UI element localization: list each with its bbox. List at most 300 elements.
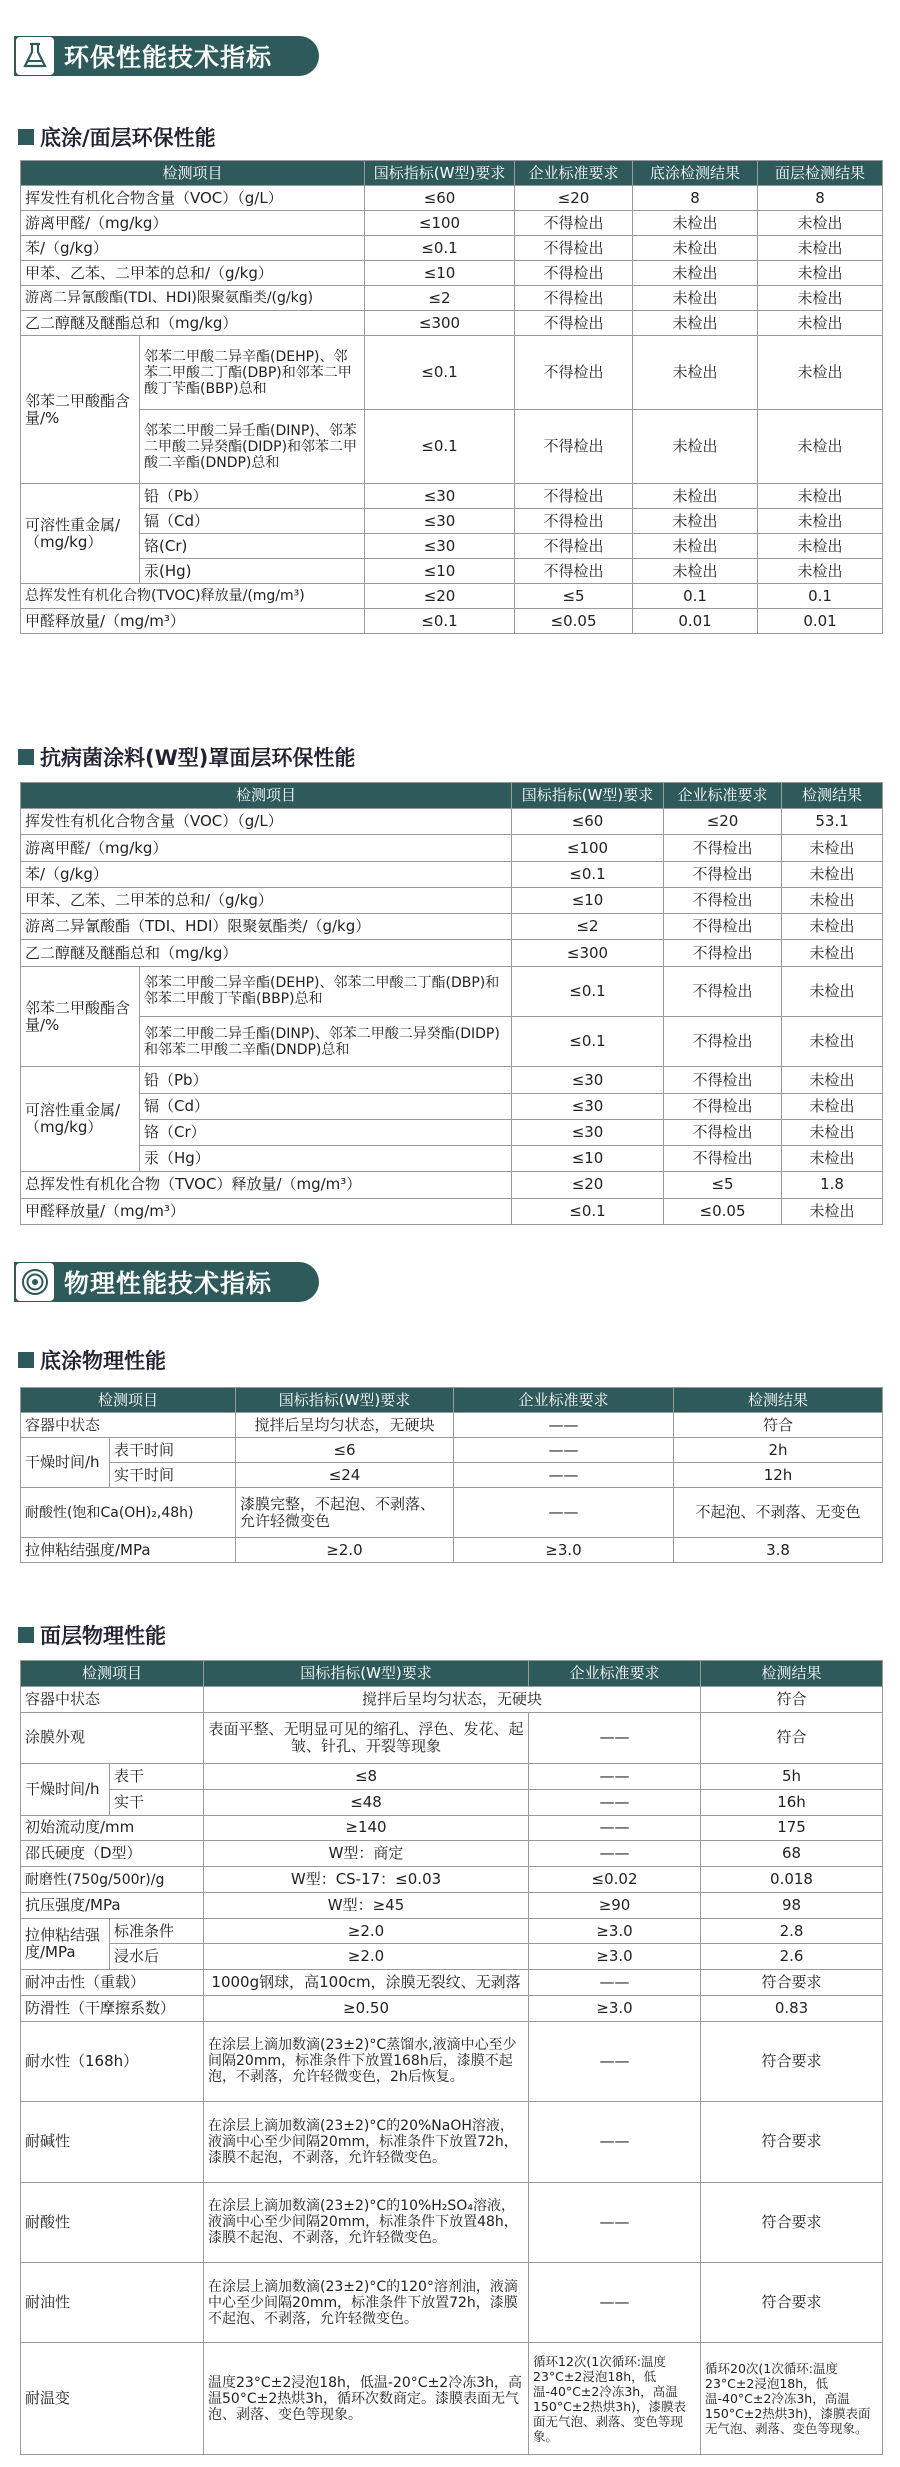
cell: 0.01 (633, 609, 758, 634)
cell: 搅拌后呈均匀状态，无硬块 (236, 1413, 454, 1438)
cell: —— (529, 1712, 701, 1764)
table-row (21, 1413, 883, 1438)
cell: 未检出 (633, 211, 758, 236)
table-row (21, 1017, 883, 1067)
cell: —— (529, 1970, 701, 1996)
cell: 不得检出 (664, 1146, 782, 1172)
primer-phys-table (20, 1387, 883, 1563)
cell: 未检出 (758, 236, 883, 261)
antivirus-env-title (18, 742, 355, 772)
cell: 未检出 (633, 509, 758, 534)
cell: 不得检出 (515, 336, 633, 410)
table-row (21, 1995, 883, 2021)
cell: ≤8 (204, 1764, 529, 1790)
cell: 涂膜外观 (21, 1712, 204, 1764)
cell: ≤0.1 (512, 861, 664, 887)
cell: 初始流动度/mm (21, 1815, 204, 1841)
cell: ≤20 (515, 186, 633, 211)
cell: ≤0.1 (512, 1017, 664, 1067)
cell: 不得检出 (515, 410, 633, 484)
env-section-title: 环保性能技术指标 (64, 43, 273, 72)
table-row (21, 1918, 883, 1944)
cell: 表干时间 (110, 1438, 236, 1463)
cell: ≤2 (512, 914, 664, 940)
concentric-circles-icon (16, 1263, 54, 1301)
cell: 拉伸粘结强度/MPa (21, 1918, 110, 1970)
cell: 未检出 (758, 534, 883, 559)
cell: 搅拌后呈均匀状态，无硬块 (204, 1686, 701, 1712)
table-row (21, 1438, 883, 1463)
cell: 不得检出 (515, 261, 633, 286)
cell: 0.018 (701, 1867, 883, 1893)
cell: —— (454, 1488, 674, 1538)
table-row (21, 484, 883, 509)
cell: 甲醛释放量/（mg/m³） (21, 609, 365, 634)
cell: 耐酸性 (21, 2182, 204, 2262)
cell: 未检出 (782, 1093, 883, 1119)
cell: 符合 (674, 1413, 883, 1438)
cell: 挥发性有机化合物含量（VOC）（g/L） (21, 186, 365, 211)
cell: 符合要求 (701, 1970, 883, 1996)
square-bullet-icon (18, 749, 34, 765)
cell: 未检出 (758, 410, 883, 484)
cell: 不得检出 (664, 1119, 782, 1145)
cell: 耐油性 (21, 2263, 204, 2343)
cell: 邻苯二甲酸酯含量/% (21, 966, 140, 1067)
cell: 符合要求 (701, 2263, 883, 2343)
cell: 镉（Cd） (140, 1093, 512, 1119)
cell: 未检出 (782, 835, 883, 861)
cell: —— (529, 2021, 701, 2101)
cell: ≤300 (512, 940, 664, 966)
cell: 未检出 (633, 336, 758, 410)
table-row (21, 1146, 883, 1172)
cell: ≤0.1 (365, 336, 515, 410)
table-row (21, 2102, 883, 2182)
header-result: 检测结果 (701, 1661, 883, 1687)
primer-phys-title (18, 1345, 166, 1375)
cell: 不得检出 (664, 861, 782, 887)
cell: ≤48 (204, 1789, 529, 1815)
cell: 游离二异氰酸酯（TDI、HDI）限聚氨酯类/（g/kg） (21, 914, 512, 940)
cell: 乙二醇醚及醚酯总和（mg/kg） (21, 940, 512, 966)
cell: ≥2.0 (236, 1538, 454, 1563)
cell: 5h (701, 1764, 883, 1790)
table-row (21, 887, 883, 913)
header-national: 国标指标(W型)要求 (512, 783, 664, 809)
header-national: 国标指标(W型)要求 (236, 1388, 454, 1413)
table-row (21, 1067, 883, 1093)
table-row (21, 410, 883, 484)
table-row (21, 1119, 883, 1145)
square-bullet-icon (18, 1627, 34, 1643)
table-row (21, 1463, 883, 1488)
table-row (21, 914, 883, 940)
cell: 邻苯二甲酸二异辛酯(DEHP)、邻苯二甲酸二丁酯(DBP)和邻苯二甲酸丁苄酯(BBP)总和 (140, 966, 512, 1016)
header-result: 检测结果 (674, 1388, 883, 1413)
cell: 乙二醇醚及醚酯总和（mg/kg） (21, 311, 365, 336)
cell: 不得检出 (664, 914, 782, 940)
cell: 未检出 (782, 1119, 883, 1145)
header-item: 检测项目 (21, 161, 365, 186)
cell: 铬（Cr） (140, 1119, 512, 1145)
cell: 不得检出 (515, 484, 633, 509)
table-row (21, 1841, 883, 1867)
cell: 未检出 (782, 1017, 883, 1067)
table-row (21, 509, 883, 534)
cell: 循环20次(1次循环:温度23°C±2浸泡18h，低温-40°C±2冷冻3h，高温150°C±2热烘3h)，漆膜表面无气泡、剥落、变色等现象。 (701, 2343, 883, 2455)
table-row (21, 940, 883, 966)
cell: 0.1 (758, 584, 883, 609)
cell: 耐水性（168h） (21, 2021, 204, 2101)
cell: 容器中状态 (21, 1413, 236, 1438)
header-result: 检测结果 (782, 783, 883, 809)
cell: 不得检出 (515, 509, 633, 534)
square-bullet-icon (18, 1352, 34, 1368)
cell: 不得检出 (515, 559, 633, 584)
table-row (21, 2263, 883, 2343)
cell: 175 (701, 1815, 883, 1841)
cell: 3.8 (674, 1538, 883, 1563)
cell: ≤10 (512, 887, 664, 913)
table-row (21, 186, 883, 211)
cell: 干燥时间/h (21, 1438, 110, 1488)
cell: ≥3.0 (454, 1538, 674, 1563)
cell: 甲醛释放量/（mg/m³） (21, 1198, 512, 1224)
cell: ≥3.0 (529, 1995, 701, 2021)
header-item: 检测项目 (21, 1661, 204, 1687)
cell: 8 (758, 186, 883, 211)
cell: 可溶性重金属/（mg/kg） (21, 484, 140, 584)
table-row (21, 1892, 883, 1918)
table-row (21, 211, 883, 236)
table-row (21, 1686, 883, 1712)
cell: W型：≥45 (204, 1892, 529, 1918)
table-row (21, 1867, 883, 1893)
header-national: 国标指标(W型)要求 (365, 161, 515, 186)
cell: 苯/（g/kg） (21, 236, 365, 261)
flask-icon (16, 37, 54, 75)
cell: 干燥时间/h (21, 1764, 110, 1816)
cell: ≥2.0 (204, 1944, 529, 1970)
cell: 不得检出 (664, 835, 782, 861)
phys-section-title: 物理性能技术指标 (64, 1269, 273, 1298)
cell: —— (529, 1815, 701, 1841)
cell: 符合要求 (701, 2182, 883, 2262)
cell: 0.83 (701, 1995, 883, 2021)
cell: 不得检出 (515, 286, 633, 311)
cell: 在涂层上滴加数滴(23±2)°C的120°溶剂油，液滴中心至少间隔20mm，标准条件下放置72h，漆膜不起泡、不剥落，允许轻微变色。 (204, 2263, 529, 2343)
cell: 未检出 (633, 410, 758, 484)
cell: 铬(Cr) (140, 534, 365, 559)
cell: ≤60 (365, 186, 515, 211)
cell: ≤0.1 (365, 410, 515, 484)
table-row (21, 261, 883, 286)
cell: 不得检出 (664, 966, 782, 1016)
cell: 未检出 (782, 1198, 883, 1224)
cell: 未检出 (758, 336, 883, 410)
cell: 汞(Hg) (140, 559, 365, 584)
table-row (21, 534, 883, 559)
cell: 表面平整、无明显可见的缩孔、浮色、发花、起皱、针孔、开裂等现象 (204, 1712, 529, 1764)
cell: ≤0.1 (512, 1198, 664, 1224)
cell: ≤20 (365, 584, 515, 609)
table-row (21, 1538, 883, 1563)
table-row (21, 1488, 883, 1538)
cell: 苯/（g/kg） (21, 861, 512, 887)
header-enterprise: 企业标准要求 (454, 1388, 674, 1413)
table-row (21, 835, 883, 861)
env-section-banner (14, 36, 319, 76)
cell: 未检出 (633, 534, 758, 559)
cell: ≤0.1 (365, 236, 515, 261)
cell: 邻苯二甲酸酯含量/% (21, 336, 140, 484)
cell: 未检出 (782, 887, 883, 913)
cell: ≤0.05 (515, 609, 633, 634)
cell: 53.1 (782, 809, 883, 835)
table-row (21, 1970, 883, 1996)
cell: 不起泡、不剥落、无变色 (674, 1488, 883, 1538)
cell: 耐冲击性（重载） (21, 1970, 204, 1996)
cell: 总挥发性有机化合物(TVOC)释放量/(mg/m³) (21, 584, 365, 609)
table-row (21, 311, 883, 336)
cell: 68 (701, 1841, 883, 1867)
cell: 邵氏硬度（D型） (21, 1841, 204, 1867)
cell: ≤0.02 (529, 1867, 701, 1893)
cell: 1000g钢球，高100cm，涂膜无裂纹、无剥落 (204, 1970, 529, 1996)
cell: 不得检出 (664, 1093, 782, 1119)
cell: 不得检出 (664, 887, 782, 913)
cell: 邻苯二甲酸二异壬酯(DINP)、邻苯二甲酸二异癸酯(DIDP)和邻苯二甲酸二辛酯(DNDP)总和 (140, 410, 365, 484)
table-row (21, 1764, 883, 1790)
cell: 汞（Hg） (140, 1146, 512, 1172)
cell: 甲苯、乙苯、二甲苯的总和/（g/kg） (21, 887, 512, 913)
cell: ≤30 (512, 1119, 664, 1145)
cell: 在涂层上滴加数滴(23±2)°C的20%NaOH溶液，液滴中心至少间隔20mm，标准条件下放置72h，漆膜不起泡，不剥落，允许轻微变色。 (204, 2102, 529, 2182)
cell: 1.8 (782, 1172, 883, 1198)
cell: ≤0.1 (365, 609, 515, 634)
table-row (21, 1944, 883, 1970)
table-row (21, 2182, 883, 2262)
cell: ≤30 (512, 1093, 664, 1119)
cell: 2.8 (701, 1918, 883, 1944)
table-row (21, 1198, 883, 1224)
cell: ≥140 (204, 1815, 529, 1841)
header-enterprise: 企业标准要求 (664, 783, 782, 809)
cell: 未检出 (633, 236, 758, 261)
cell: ≤10 (365, 261, 515, 286)
cell: 邻苯二甲酸二异壬酯(DINP)、邻苯二甲酸二异癸酯(DIDP)和邻苯二甲酸二辛酯(DNDP)总和 (140, 1017, 512, 1067)
cell: 在涂层上滴加数滴(23±2)°C的10%H₂SO₄溶液，液滴中心至少间隔20mm，标准条件下放置48h，漆膜不起泡、不剥落，允许轻微变色。 (204, 2182, 529, 2262)
cell: 不得检出 (515, 311, 633, 336)
cell: 漆膜完整，不起泡、不剥落、允许轻微变色 (236, 1488, 454, 1538)
table-row (21, 1172, 883, 1198)
cell: —— (529, 1789, 701, 1815)
cell: 12h (674, 1463, 883, 1488)
cell: 不得检出 (664, 940, 782, 966)
cell: 未检出 (782, 861, 883, 887)
cell: 未检出 (782, 1067, 883, 1093)
cell: 不得检出 (664, 1017, 782, 1067)
table-row (21, 966, 883, 1016)
cell: 游离甲醛/（mg/kg） (21, 835, 512, 861)
cell: 符合 (701, 1712, 883, 1764)
cell: 符合要求 (701, 2102, 883, 2182)
primer-top-env-title (18, 122, 216, 152)
cell: 游离二异氰酸酯(TDI、HDI)限聚氨酯类/(g/kg) (21, 286, 365, 311)
table-row (21, 861, 883, 887)
cell: ≤100 (512, 835, 664, 861)
cell: 未检出 (758, 311, 883, 336)
cell: 耐温变 (21, 2343, 204, 2455)
cell: 2h (674, 1438, 883, 1463)
cell: 未检出 (633, 311, 758, 336)
cell: ≤30 (365, 484, 515, 509)
cell: ≥3.0 (529, 1918, 701, 1944)
cell: ≤10 (512, 1146, 664, 1172)
antivirus-env-table (20, 782, 883, 1225)
subsection-label: 底涂物理性能 (40, 1349, 166, 1373)
top-phys-title (18, 1620, 166, 1650)
subsection-label: 抗病菌涂料(W型)罩面层环保性能 (40, 746, 356, 770)
cell: 循环12次(1次循环:温度23°C±2浸泡18h，低温-40°C±2冷冻3h，高温150°C±2热烘3h)，漆膜表面无气泡、剥落、变色等现象。 (529, 2343, 701, 2455)
cell: 浸水后 (110, 1944, 204, 1970)
primer-top-env-table (20, 160, 883, 634)
cell: ≥2.0 (204, 1918, 529, 1944)
cell: 符合 (701, 1686, 883, 1712)
cell: —— (454, 1438, 674, 1463)
subsection-label: 面层物理性能 (40, 1624, 166, 1648)
header-item: 检测项目 (21, 1388, 236, 1413)
table-row (21, 1789, 883, 1815)
cell: —— (454, 1463, 674, 1488)
cell: ≤6 (236, 1438, 454, 1463)
table-row (21, 1093, 883, 1119)
cell: 16h (701, 1789, 883, 1815)
cell: W型：CS-17：≤0.03 (204, 1867, 529, 1893)
cell: 耐磨性(750g/500r)/g (21, 1867, 204, 1893)
cell: 在涂层上滴加数滴(23±2)°C蒸馏水,液滴中心至少间隔20mm，标准条件下放置168h后，漆膜不起泡，不剥落，允许轻微变色，2h后恢复。 (204, 2021, 529, 2101)
cell: ≤300 (365, 311, 515, 336)
cell: 未检出 (758, 286, 883, 311)
cell: 不得检出 (515, 211, 633, 236)
header-enterprise: 企业标准要求 (529, 1661, 701, 1687)
cell: ≤30 (365, 509, 515, 534)
cell: 未检出 (782, 914, 883, 940)
cell: 耐酸性(饱和Ca(OH)₂,48h) (21, 1488, 236, 1538)
cell: ≤0.1 (512, 966, 664, 1016)
cell: 不得检出 (515, 236, 633, 261)
cell: 未检出 (758, 509, 883, 534)
cell: ≥90 (529, 1892, 701, 1918)
table-row (21, 1815, 883, 1841)
cell: ≤2 (365, 286, 515, 311)
cell: 实干时间 (110, 1463, 236, 1488)
table-row (21, 236, 883, 261)
cell: 未检出 (782, 940, 883, 966)
table-row (21, 559, 883, 584)
table-row (21, 2343, 883, 2455)
cell: 符合要求 (701, 2021, 883, 2101)
cell: ≤5 (664, 1172, 782, 1198)
cell: ≥3.0 (529, 1944, 701, 1970)
table-row (21, 809, 883, 835)
cell: 耐碱性 (21, 2102, 204, 2182)
cell: 未检出 (782, 966, 883, 1016)
cell: 总挥发性有机化合物（TVOC）释放量/（mg/m³） (21, 1172, 512, 1198)
cell: 抗压强度/MPa (21, 1892, 204, 1918)
cell: W型：商定 (204, 1841, 529, 1867)
cell: ≤20 (512, 1172, 664, 1198)
cell: 表干 (110, 1764, 204, 1790)
cell: ≤100 (365, 211, 515, 236)
cell: 未检出 (758, 211, 883, 236)
cell: ≤30 (365, 534, 515, 559)
subsection-label: 底涂/面层环保性能 (40, 126, 216, 150)
top-phys-table (20, 1660, 883, 2455)
cell: 8 (633, 186, 758, 211)
cell: 未检出 (633, 559, 758, 584)
table-row (21, 1712, 883, 1764)
header-top-result: 面层检测结果 (758, 161, 883, 186)
table-row (21, 609, 883, 634)
cell: ≤30 (512, 1067, 664, 1093)
cell: —— (454, 1413, 674, 1438)
cell: 挥发性有机化合物含量（VOC）（g/L） (21, 809, 512, 835)
cell: 防滑性（干摩擦系数） (21, 1995, 204, 2021)
cell: 未检出 (633, 286, 758, 311)
cell: 2.6 (701, 1944, 883, 1970)
cell: 铅（Pb） (140, 1067, 512, 1093)
cell: —— (529, 2102, 701, 2182)
cell: ≤5 (515, 584, 633, 609)
cell: 实干 (110, 1789, 204, 1815)
cell: —— (529, 2263, 701, 2343)
cell: ≤20 (664, 809, 782, 835)
cell: 邻苯二甲酸二异辛酯(DEHP)、邻苯二甲酸二丁酯(DBP)和邻苯二甲酸丁苄酯(BBP)总和 (140, 336, 365, 410)
phys-section-banner (14, 1262, 319, 1302)
header-primer-result: 底涂检测结果 (633, 161, 758, 186)
cell: —— (529, 1764, 701, 1790)
cell: 镉（Cd） (140, 509, 365, 534)
cell: 不得检出 (664, 1067, 782, 1093)
cell: 未检出 (758, 559, 883, 584)
cell: 可溶性重金属/（mg/kg） (21, 1067, 140, 1172)
cell: 标准条件 (110, 1918, 204, 1944)
cell: 0.1 (633, 584, 758, 609)
cell: 未检出 (758, 261, 883, 286)
cell: 温度23°C±2浸泡18h，低温-20°C±2冷冻3h，高温50°C±2热烘3h，循环次数商定。漆膜表面无气泡、剥落、变色等现象。 (204, 2343, 529, 2455)
square-bullet-icon (18, 129, 34, 145)
cell: 未检出 (758, 484, 883, 509)
cell: 未检出 (633, 261, 758, 286)
table-row (21, 584, 883, 609)
cell: 拉伸粘结强度/MPa (21, 1538, 236, 1563)
cell: ≤60 (512, 809, 664, 835)
cell: 游离甲醛/（mg/kg） (21, 211, 365, 236)
table-row (21, 286, 883, 311)
cell: 98 (701, 1892, 883, 1918)
cell: 容器中状态 (21, 1686, 204, 1712)
table-row (21, 2021, 883, 2101)
table-row (21, 336, 883, 410)
header-enterprise: 企业标准要求 (515, 161, 633, 186)
cell: 未检出 (633, 484, 758, 509)
header-national: 国标指标(W型)要求 (204, 1661, 529, 1687)
cell: —— (529, 1841, 701, 1867)
header-item: 检测项目 (21, 783, 512, 809)
cell: 未检出 (782, 1146, 883, 1172)
